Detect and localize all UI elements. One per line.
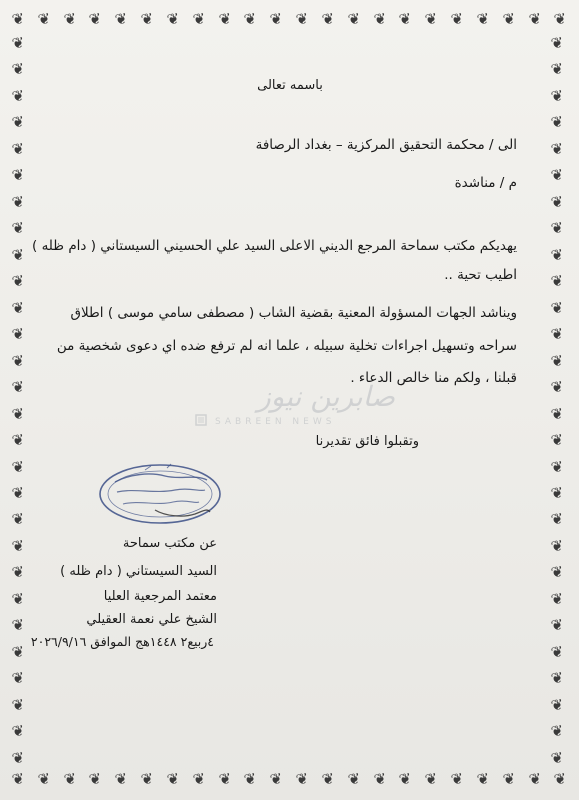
body-line: سراحه وتسهيل اجراءات تخلية سبيله ، علما انه لم ترفع ضده اي دعوى شخصية من [56, 338, 517, 354]
border-ornament-icon: ❦ [549, 694, 565, 715]
border-ornament-icon: ❦ [10, 139, 26, 159]
border-ornament-icon: ❦ [549, 244, 565, 265]
border-ornament-icon: ❦ [10, 218, 26, 239]
border-ornament-icon: ❦ [10, 324, 26, 344]
watermark-latin: SABREEN NEWS [215, 417, 336, 427]
border-ornament-icon: ❦ [217, 9, 233, 29]
border-ornament-icon: ❦ [10, 509, 26, 530]
border-ornament-icon: ❦ [243, 769, 259, 789]
border-ornament-icon: ❦ [549, 377, 565, 397]
border-ornament-icon: ❦ [549, 218, 565, 239]
border-ornament-icon: ❦ [217, 769, 233, 789]
border-ornament-icon: ❦ [114, 769, 130, 789]
border-ornament-icon: ❦ [549, 297, 565, 318]
border-ornament-icon: ❦ [549, 721, 565, 741]
border-ornament-icon: ❦ [10, 536, 26, 556]
border-ornament-icon: ❦ [243, 9, 259, 29]
border-ornament-icon: ❦ [10, 350, 26, 371]
border-ornament-icon: ❦ [10, 271, 26, 292]
border-ornament-icon: ❦ [191, 769, 207, 789]
border-ornament-icon: ❦ [10, 244, 26, 265]
border-ornament-icon: ❦ [475, 769, 491, 789]
border-ornament-icon: ❦ [553, 769, 569, 789]
border-ornament-icon: ❦ [10, 297, 26, 318]
border-ornament-icon: ❦ [549, 112, 565, 133]
border-ornament-icon: ❦ [62, 9, 78, 29]
border-ornament-icon: ❦ [549, 509, 565, 530]
border-ornament-icon: ❦ [346, 769, 362, 789]
signature-name-line: الشيخ علي نعمة العقيلي [86, 612, 217, 627]
border-ornament-icon: ❦ [549, 165, 565, 186]
border-ornament-icon: ❦ [10, 59, 26, 80]
border-ornament-icon: ❦ [10, 483, 26, 503]
signature-title-line: معتمد المرجعية العليا [103, 589, 217, 604]
office-seal-stamp [95, 460, 225, 528]
decorative-border-top [10, 9, 569, 29]
border-ornament-icon: ❦ [10, 456, 26, 477]
border-ornament-icon: ❦ [191, 9, 207, 29]
basmala-heading: باسمه تعالى [257, 78, 323, 93]
border-ornament-icon: ❦ [10, 668, 26, 689]
border-ornament-icon: ❦ [398, 9, 414, 29]
body-line: قبلنا ، ولكم منا خالص الدعاء . [350, 370, 517, 386]
decorative-border-right [549, 33, 565, 768]
body-line: يهديكم مكتب سماحة المرجع الديني الاعلى السيد علي الحسيني السيستاني ( دام ظله ) [32, 238, 517, 254]
border-ornament-icon: ❦ [549, 668, 565, 689]
border-ornament-icon: ❦ [423, 769, 439, 789]
border-ornament-icon: ❦ [88, 769, 104, 789]
border-ornament-icon: ❦ [10, 165, 26, 186]
border-ornament-icon: ❦ [549, 59, 565, 80]
border-ornament-icon: ❦ [549, 324, 565, 344]
watermark-arabic: صابرين نيوز [257, 380, 395, 413]
border-ornament-icon: ❦ [423, 9, 439, 29]
border-ornament-icon: ❦ [294, 9, 310, 29]
border-ornament-icon: ❦ [372, 769, 388, 789]
border-ornament-icon: ❦ [10, 615, 26, 636]
border-ornament-icon: ❦ [549, 403, 565, 424]
border-ornament-icon: ❦ [549, 139, 565, 159]
border-ornament-icon: ❦ [549, 456, 565, 477]
border-ornament-icon: ❦ [10, 86, 26, 106]
border-ornament-icon: ❦ [549, 615, 565, 636]
border-ornament-icon: ❦ [10, 769, 26, 789]
border-ornament-icon: ❦ [449, 769, 465, 789]
border-ornament-icon: ❦ [553, 9, 569, 29]
border-ornament-icon: ❦ [549, 86, 565, 106]
border-ornament-icon: ❦ [139, 769, 155, 789]
border-ornament-icon: ❦ [10, 430, 26, 450]
border-ornament-icon: ❦ [294, 769, 310, 789]
border-ornament-icon: ❦ [269, 9, 284, 29]
decorative-border-bottom [10, 769, 569, 789]
border-ornament-icon: ❦ [549, 562, 565, 583]
border-ornament-icon: ❦ [549, 641, 565, 662]
border-ornament-icon: ❦ [549, 33, 565, 53]
news-watermark [195, 380, 395, 435]
border-ornament-icon: ❦ [372, 9, 388, 29]
border-ornament-icon: ❦ [549, 483, 565, 503]
border-ornament-icon: ❦ [449, 9, 465, 29]
border-ornament-icon: ❦ [527, 769, 543, 789]
border-ornament-icon: ❦ [10, 192, 26, 212]
border-ornament-icon: ❦ [10, 721, 26, 741]
border-ornament-icon: ❦ [475, 9, 491, 29]
border-ornament-icon: ❦ [549, 271, 565, 292]
border-ornament-icon: ❦ [62, 769, 78, 789]
border-ornament-icon: ❦ [398, 769, 414, 789]
border-ornament-icon: ❦ [10, 562, 26, 583]
border-ornament-icon: ❦ [549, 589, 565, 609]
body-line: اطيب تحية .. [444, 267, 517, 283]
border-ornament-icon: ❦ [36, 9, 52, 29]
border-ornament-icon: ❦ [10, 33, 26, 53]
border-ornament-icon: ❦ [10, 377, 26, 397]
border-ornament-icon: ❦ [10, 641, 26, 662]
border-ornament-icon: ❦ [320, 769, 336, 789]
border-ornament-icon: ❦ [549, 747, 565, 768]
decorative-border-left [10, 33, 26, 768]
border-ornament-icon: ❦ [114, 9, 130, 29]
border-ornament-icon: ❦ [10, 403, 26, 424]
border-ornament-icon: ❦ [346, 9, 362, 29]
border-ornament-icon: ❦ [527, 9, 543, 29]
border-ornament-icon: ❦ [165, 9, 181, 29]
border-ornament-icon: ❦ [320, 9, 336, 29]
border-ornament-icon: ❦ [10, 9, 26, 29]
document-date: ٤ربيع٢ ١٤٤٨هج الموافق ٢٠٢٦/٩/١٦ [30, 634, 214, 649]
border-ornament-icon: ❦ [88, 9, 104, 29]
border-ornament-icon: ❦ [36, 769, 52, 789]
border-ornament-icon: ❦ [269, 769, 284, 789]
border-ornament-icon: ❦ [549, 536, 565, 556]
recipient-line: الى / محكمة التحقيق المركزية – بغداد الرصافة [255, 137, 517, 153]
signature-office-line: عن مكتب سماحة [122, 536, 217, 551]
watermark-logo-icon [195, 414, 207, 426]
signature-authority-line: السيد السيستاني ( دام ظله ) [60, 564, 217, 579]
border-ornament-icon: ❦ [165, 769, 181, 789]
border-ornament-icon: ❦ [549, 350, 565, 371]
border-ornament-icon: ❦ [10, 112, 26, 133]
subject-line: م / مناشدة [454, 175, 517, 191]
border-ornament-icon: ❦ [139, 9, 155, 29]
border-ornament-icon: ❦ [10, 747, 26, 768]
border-ornament-icon: ❦ [549, 192, 565, 212]
border-ornament-icon: ❦ [10, 589, 26, 609]
closing-line: وتقبلوا فائق تقديرنا [315, 434, 419, 449]
border-ornament-icon: ❦ [501, 9, 517, 29]
body-line: ويناشد الجهات المسؤولة المعنية بقضية الشاب ( مصطفى سامي موسى ) اطلاق [70, 305, 517, 321]
border-ornament-icon: ❦ [549, 430, 565, 450]
border-ornament-icon: ❦ [10, 694, 26, 715]
border-ornament-icon: ❦ [501, 769, 517, 789]
